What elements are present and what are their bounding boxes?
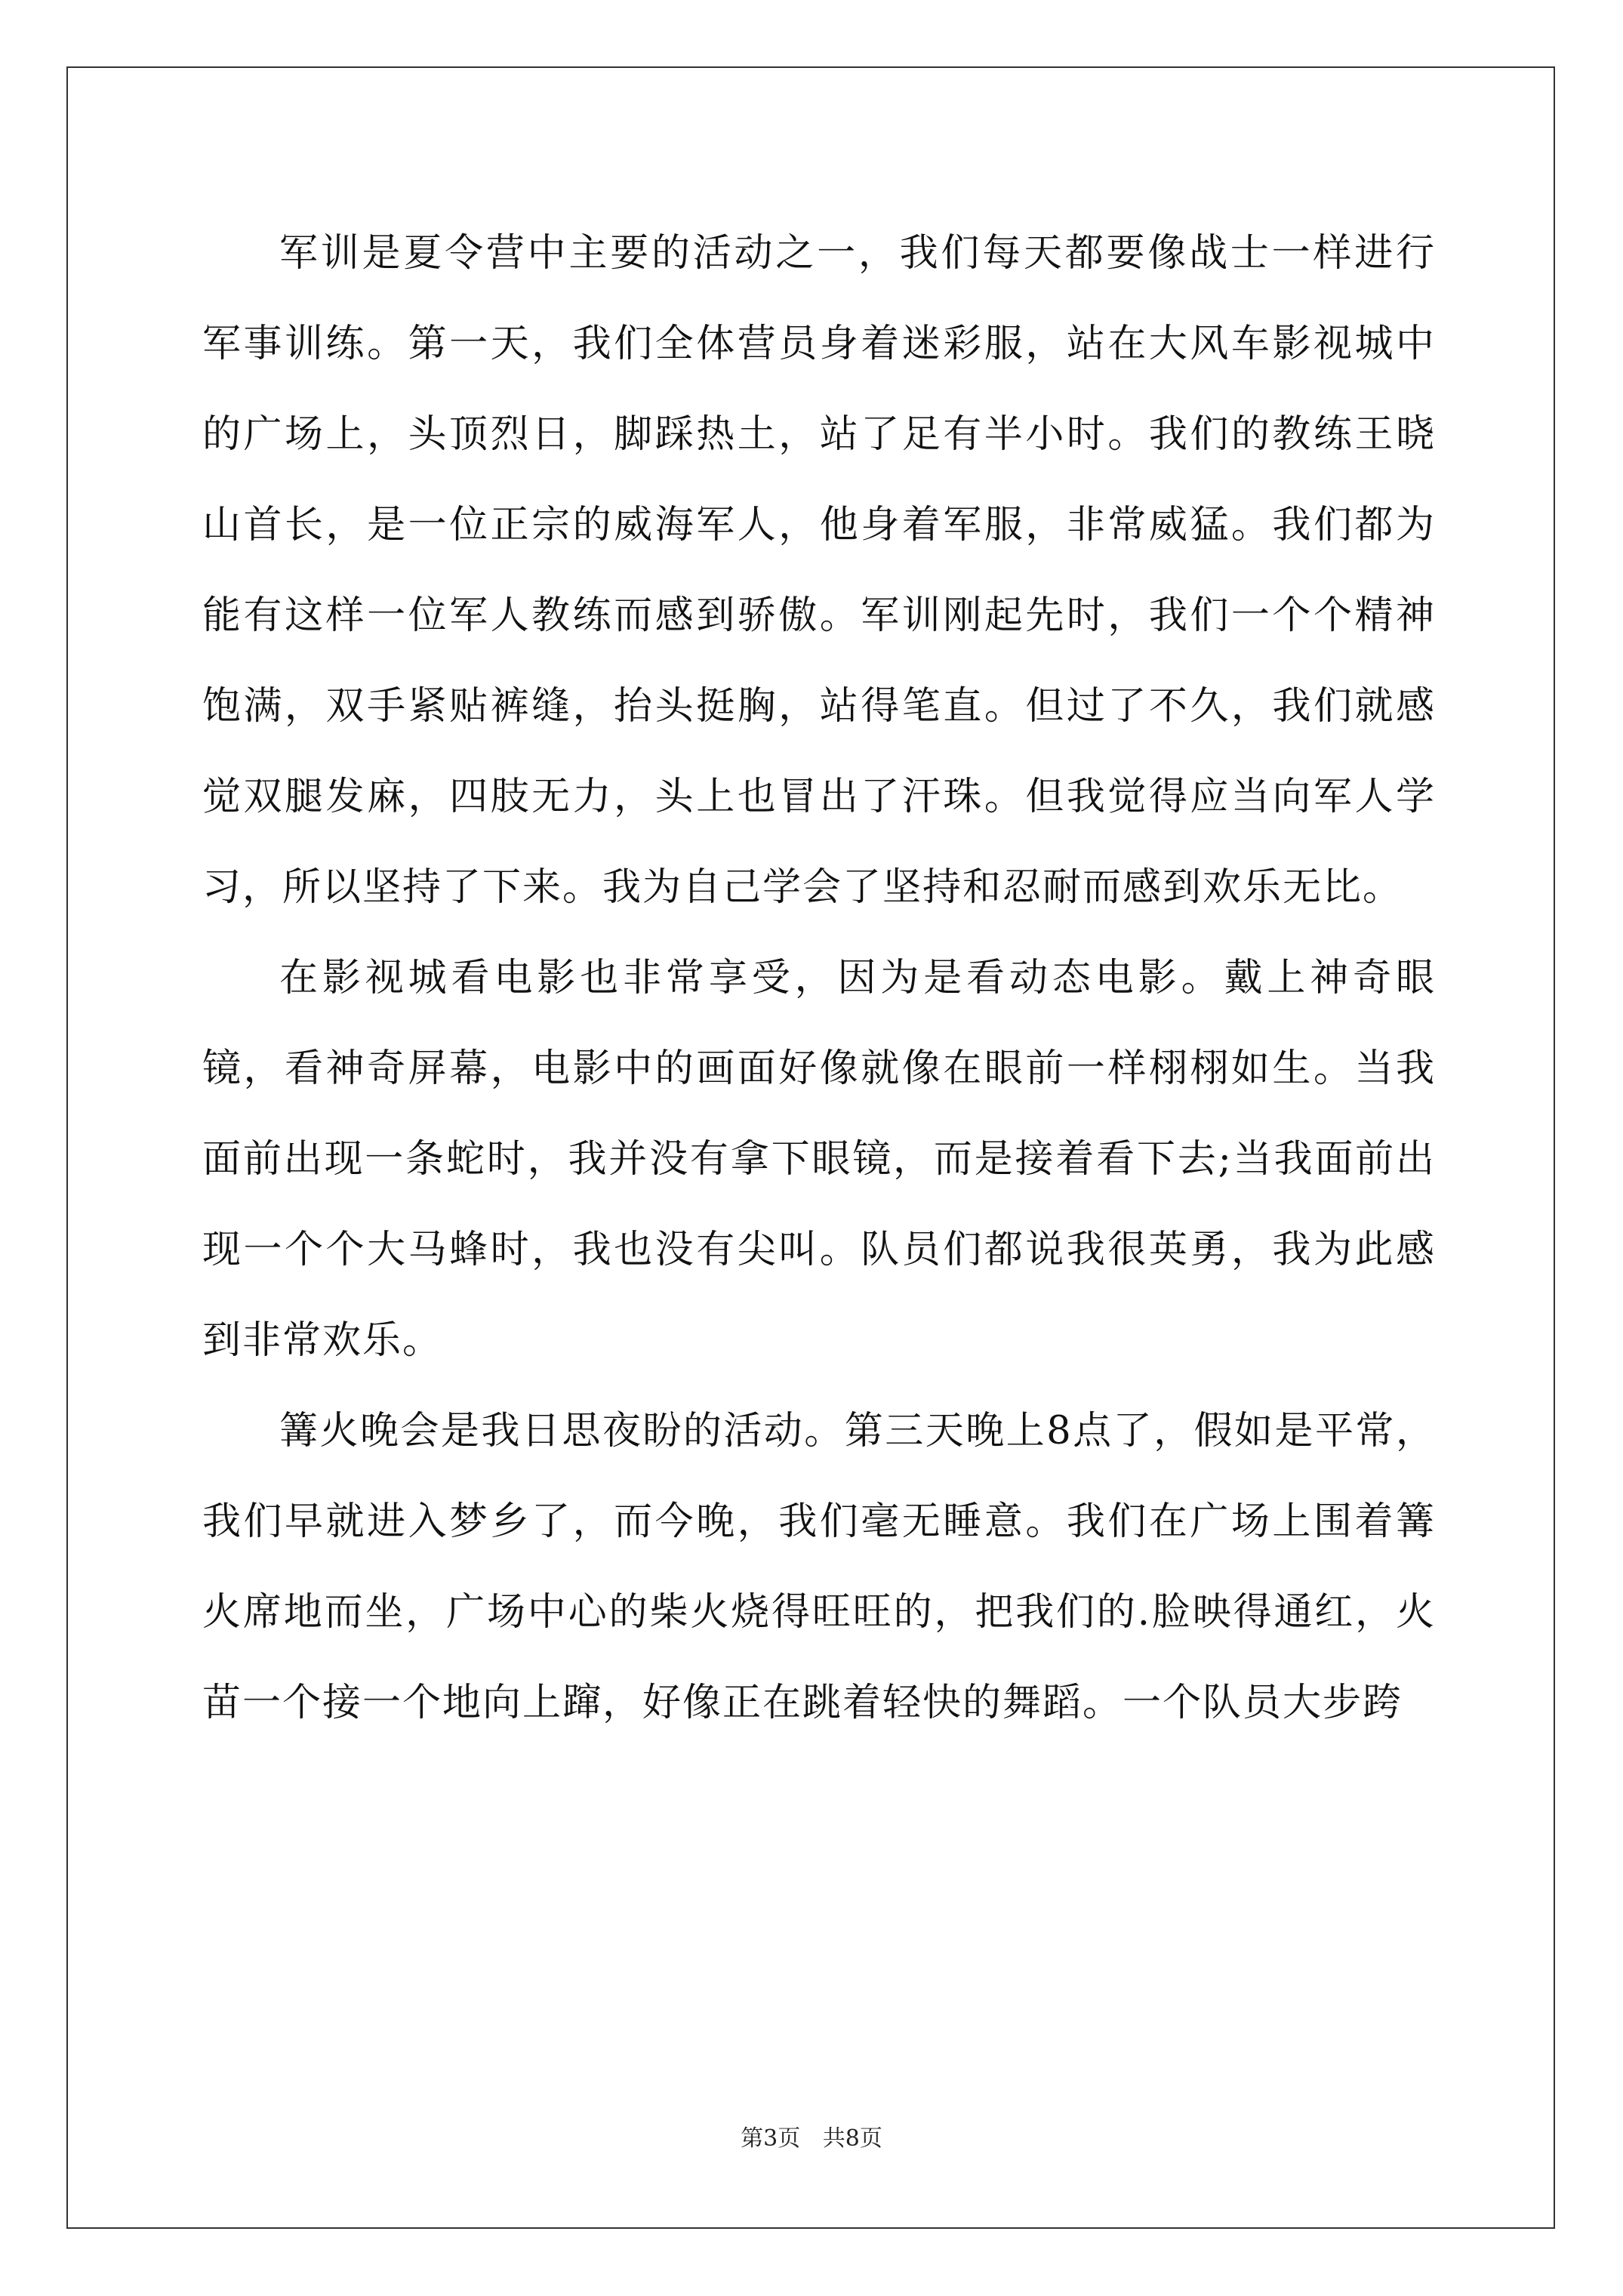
paragraph-military-training: 军训是夏令营中主要的活动之一，我们每天都要像战士一样进行军事训练。第一天，我们全体营员身着迷彩服，站在大风车影视城中的广场上，头顶烈日，脚踩热土，站了足有半小时。我们的教练王晓山首长，是一位正宗的威海军人，他身着军服，非常威猛。我们都为能有这样一位军人教练而感到骄傲。军训刚起先时，我们一个个精神饱满，双手紧贴裤缝，抬头挺胸，站得笔直。但过了不久，我们就感觉双腿发麻，四肢无力，头上也冒出了汗珠。但我觉得应当向军人学习，所以坚持了下来。我为自己学会了坚持和忍耐而感到欢乐无比。 (202, 231, 1436, 910)
paragraph-bonfire: 篝火晚会是我日思夜盼的活动。第三天晚上8点了，假如是平常，我们早就进入梦乡了，而今晚，我们毫无睡意。我们在广场上围着篝火席地而坐，广场中心的柴火烧得旺旺的，把我们的.脸映得通红，火苗一个接一个地向上蹿，好像正在跳着轻快的舞蹈。一个队员大步跨 (202, 1409, 1436, 1725)
paragraph-movie: 在影视城看电影也非常享受，因为是看动态电影。戴上神奇眼镜，看神奇屏幕，电影中的画面好像就像在眼前一样栩栩如生。当我面前出现一条蛇时，我并没有拿下眼镜，而是接着看下去;当我面前出现一个个大马蜂时，我也没有尖叫。队员们都说我很英勇，我为此感到非常欢乐。 (202, 956, 1436, 1363)
document-body (202, 208, 1436, 1749)
page-number: 第3页 共8页 (741, 2125, 882, 2152)
